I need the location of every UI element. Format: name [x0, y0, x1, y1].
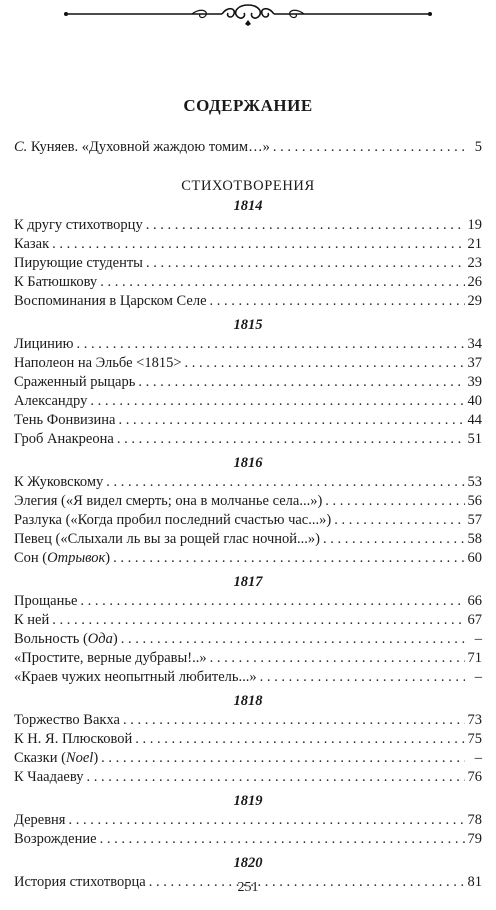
leader-dots: [334, 511, 464, 530]
entry-page: 56: [467, 493, 482, 509]
toc-entry[interactable]: [14, 830, 482, 849]
entry-title: К Жуковскому: [14, 474, 104, 490]
leader-dots: [100, 830, 465, 849]
year-heading: 1814: [233, 198, 263, 214]
entry-page: 51: [467, 431, 482, 447]
toc-entry[interactable]: [14, 373, 482, 392]
section-heading: СТИХОТВОРЕНИЯ: [181, 178, 315, 194]
leader-dots: [68, 811, 464, 830]
year-heading: 1816: [233, 455, 263, 471]
entry-page: –: [474, 669, 482, 685]
entry-title: Александру: [14, 393, 88, 409]
entry-title: К Батюшкову: [14, 274, 98, 290]
toc-entry[interactable]: [14, 549, 482, 568]
toc-entry[interactable]: [14, 273, 482, 292]
leader-dots: [325, 492, 464, 511]
toc-entry[interactable]: [14, 254, 482, 273]
entry-page: 19: [467, 217, 482, 233]
leader-dots: [113, 549, 464, 568]
toc-entry[interactable]: [14, 235, 482, 254]
leader-dots: [210, 292, 465, 311]
entry-page: 21: [467, 236, 482, 252]
entry-title: Гроб Анакреона: [14, 431, 114, 447]
toc-entry[interactable]: [14, 768, 482, 787]
entry-title: «Краев чужих неопытный любитель...»: [14, 669, 257, 685]
entry-title: Пирующие студенты: [14, 255, 143, 271]
entry-page: 60: [467, 550, 482, 566]
toc-entry[interactable]: [14, 530, 482, 549]
entry-page: –: [474, 631, 482, 647]
intro-entry[interactable]: [14, 138, 482, 157]
entry-title: Певец («Слыхали ль вы за рощей глас ночной...»): [14, 531, 321, 547]
toc-entry[interactable]: [14, 811, 482, 830]
leader-dots: [52, 611, 464, 630]
leader-dots: [123, 711, 465, 730]
leader-dots: [117, 430, 465, 449]
leader-dots: [121, 630, 465, 649]
entry-title: К ней: [14, 612, 50, 628]
entry-page: 39: [467, 374, 482, 390]
leader-dots: [135, 730, 464, 749]
year-heading: 1818: [233, 693, 263, 709]
toc-entry[interactable]: [14, 492, 482, 511]
entry-page: 34: [467, 336, 482, 352]
toc-entry[interactable]: [14, 473, 482, 492]
leader-dots: [146, 216, 465, 235]
toc-entry[interactable]: [14, 292, 482, 311]
entry-title: К Чаадаеву: [14, 769, 84, 785]
page-title: СОДЕРЖАНИЕ: [183, 96, 313, 115]
toc-entry[interactable]: [14, 711, 482, 730]
toc-entry[interactable]: [14, 511, 482, 530]
page-number: 251: [237, 880, 259, 895]
leader-dots: [80, 592, 464, 611]
year-heading: 1815: [233, 317, 263, 333]
leader-dots: [86, 768, 464, 787]
entry-page: 23: [467, 255, 482, 271]
leader-dots: [119, 411, 465, 430]
entry-title: Деревня: [14, 812, 66, 828]
toc-entry[interactable]: [14, 668, 482, 687]
toc-list: [14, 197, 482, 892]
leader-dots: [185, 354, 465, 373]
entry-page: 58: [467, 531, 482, 547]
toc-entry[interactable]: [14, 630, 482, 649]
entry-title: Торжество Вакха: [14, 712, 120, 728]
toc-entry[interactable]: [14, 730, 482, 749]
entry-page: 40: [467, 393, 482, 409]
entry-title: «Простите, верные дубравы!..»: [14, 650, 207, 666]
entry-title: Возрождение: [14, 831, 97, 847]
entry-title: Вольность (Ода): [14, 631, 118, 647]
leader-dots: [210, 649, 465, 668]
year-heading: 1817: [233, 574, 263, 590]
entry-page: 29: [467, 293, 482, 309]
entry-page: 79: [467, 831, 482, 847]
leader-dots: [90, 392, 464, 411]
entry-page: 73: [467, 712, 482, 728]
entry-title: Лицинию: [14, 336, 74, 352]
toc-entry[interactable]: [14, 611, 482, 630]
year-heading: 1820: [233, 855, 263, 871]
entry-title: Прощанье: [14, 593, 78, 609]
toc-entry[interactable]: [14, 354, 482, 373]
entry-title: Тень Фонвизина: [14, 412, 116, 428]
intro-title: С. Куняев. «Духовной жаждою томим…»: [14, 139, 270, 155]
entry-page: 67: [467, 612, 482, 628]
entry-page: 75: [467, 731, 482, 747]
leader-dots: [146, 254, 465, 273]
toc-entry[interactable]: [14, 216, 482, 235]
entry-page: 57: [467, 512, 482, 528]
toc-entry[interactable]: [14, 430, 482, 449]
toc-entry[interactable]: [14, 411, 482, 430]
entry-page: 81: [467, 874, 482, 890]
entry-title: Сраженный рыцарь: [14, 374, 136, 390]
entry-title: История стихотворца: [14, 874, 146, 890]
entry-title: Казак: [14, 236, 50, 252]
entry-page: 26: [467, 274, 482, 290]
decorative-ornament: [62, 2, 434, 26]
toc-entry[interactable]: [14, 592, 482, 611]
leader-dots: [138, 373, 464, 392]
entry-page: 76: [467, 769, 482, 785]
leader-dots: [260, 668, 465, 687]
entry-page: 37: [467, 355, 482, 371]
entry-title: Разлука («Когда пробил последний счастью час...»): [14, 512, 332, 528]
entry-page: 66: [467, 593, 482, 609]
intro-page: 5: [474, 139, 482, 155]
toc-entry[interactable]: [14, 749, 482, 768]
leader-dots: [76, 335, 464, 354]
toc-entry[interactable]: [14, 335, 482, 354]
entry-title: К другу стихотворцу: [14, 217, 143, 233]
entry-title: Сказки (Noel): [14, 750, 99, 766]
entry-title: К Н. Я. Плюсковой: [14, 731, 133, 747]
year-heading: 1819: [233, 793, 263, 809]
entry-title: Сон (Отрывок): [14, 550, 111, 566]
leader-dots: [106, 473, 464, 492]
leader-dots: [52, 235, 464, 254]
entry-page: –: [474, 750, 482, 766]
toc-entry[interactable]: [14, 392, 482, 411]
entry-page: 44: [467, 412, 482, 428]
entry-title: Наполеон на Эльбе <1815>: [14, 355, 182, 371]
entry-title: Элегия («Я видел смерть; она в молчанье села...»): [14, 493, 323, 509]
leader-dots: [323, 530, 464, 549]
leader-dots: [273, 138, 465, 157]
leader-dots: [100, 273, 464, 292]
entry-page: 78: [467, 812, 482, 828]
entry-title: Воспоминания в Царском Селе: [14, 293, 207, 309]
toc-entry[interactable]: [14, 649, 482, 668]
entry-page: 53: [467, 474, 482, 490]
leader-dots: [101, 749, 465, 768]
entry-page: 71: [467, 650, 482, 666]
